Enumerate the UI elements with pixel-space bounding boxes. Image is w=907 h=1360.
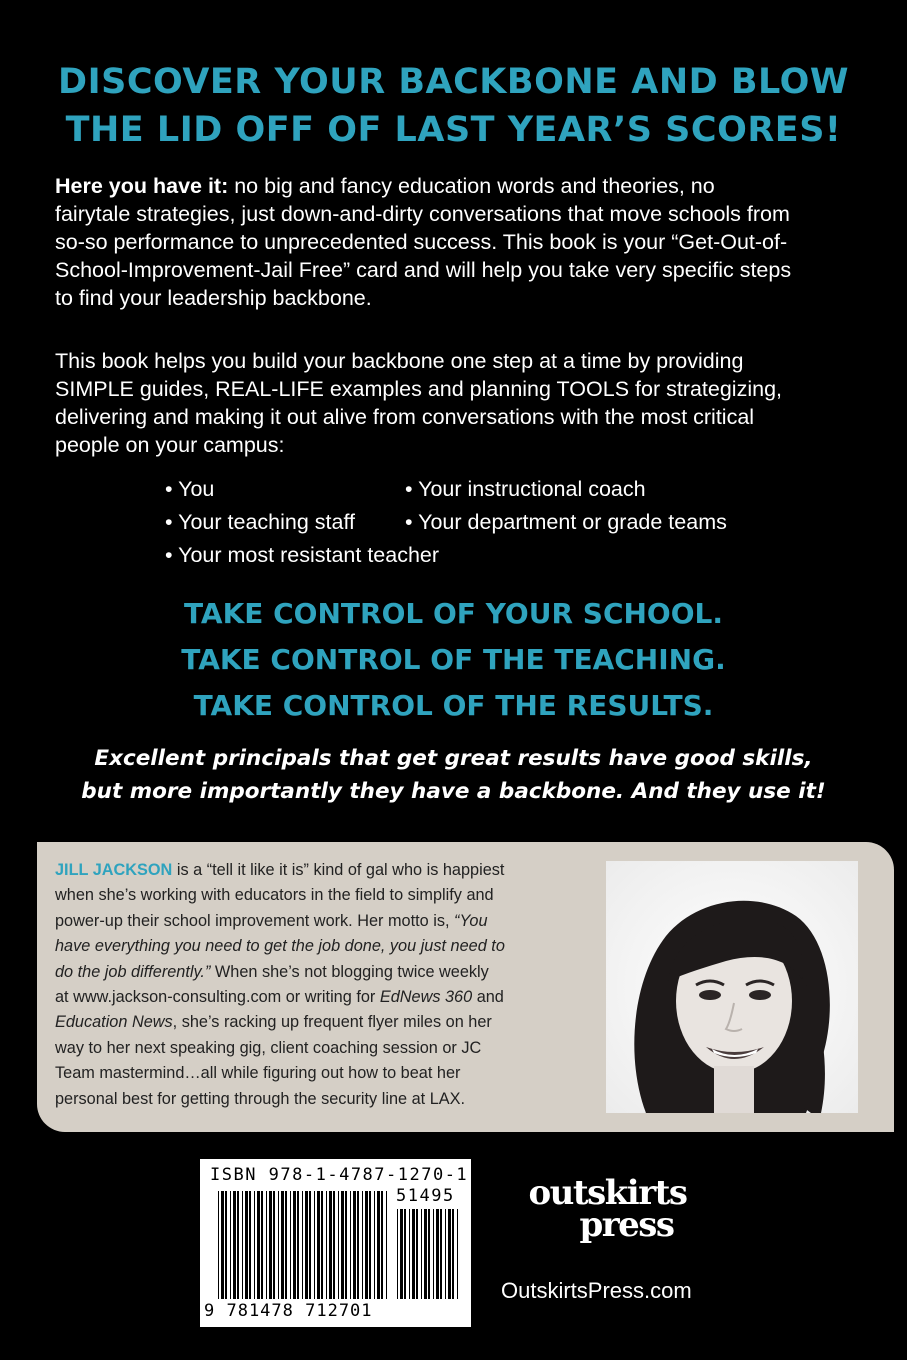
barcode-bar bbox=[448, 1209, 451, 1299]
body-line-3: delivering and making it out alive from conversations with the most critical bbox=[55, 405, 755, 429]
bio-motto-start: “You bbox=[454, 911, 488, 930]
barcode-bar bbox=[436, 1209, 439, 1299]
barcode-bar bbox=[377, 1191, 380, 1299]
publisher-logo bbox=[510, 1173, 705, 1245]
intro-lead: Here you have it: bbox=[55, 174, 229, 198]
barcode-bar bbox=[404, 1209, 406, 1299]
barcode-bar bbox=[281, 1191, 284, 1299]
barcode-bar bbox=[365, 1191, 368, 1299]
bio-line-9: Team mastermind…all while figuring out how to beat her bbox=[55, 1064, 461, 1083]
headline-line-1: DISCOVER YOUR BACKBONE AND BLOW bbox=[58, 62, 849, 102]
barcode-bar bbox=[374, 1191, 375, 1299]
barcode-bar bbox=[329, 1191, 332, 1299]
headline bbox=[0, 58, 907, 154]
barcode-bar bbox=[353, 1191, 356, 1299]
barcode-bar bbox=[278, 1191, 279, 1299]
barcode-bar bbox=[221, 1191, 224, 1299]
barcode-bar bbox=[412, 1209, 415, 1299]
bio-line-6: at www.jackson-consulting.com or writing for bbox=[55, 988, 380, 1007]
tagline-results: TAKE CONTROL OF THE RESULTS. bbox=[193, 689, 714, 722]
barcode-bar bbox=[341, 1191, 344, 1299]
barcode-bar bbox=[362, 1191, 363, 1299]
barcode-digits: 9 781478 712701 bbox=[204, 1301, 373, 1321]
body-line-1: This book helps you build your backbone one step at a time by providing bbox=[55, 349, 744, 373]
bullet-teaching-staff: • Your teaching staff bbox=[165, 510, 356, 534]
barcode-bar bbox=[309, 1191, 311, 1299]
barcode-bar bbox=[249, 1191, 251, 1299]
bio-line-8: way to her next speaking gig, client coaching session or JC bbox=[55, 1038, 482, 1057]
barcode-bar bbox=[369, 1191, 371, 1299]
barcode-bar bbox=[293, 1191, 296, 1299]
barcode-bar bbox=[424, 1209, 427, 1299]
barcode-bar bbox=[245, 1191, 248, 1299]
barcode-bar bbox=[230, 1191, 231, 1299]
bio-line-7: , she’s racking up frequent flyer miles on her bbox=[172, 1013, 492, 1032]
barcode-bar bbox=[233, 1191, 236, 1299]
barcode-bar bbox=[381, 1191, 383, 1299]
intro-paragraph bbox=[55, 172, 855, 312]
barcode-bar bbox=[421, 1209, 422, 1299]
bio-line-3: power-up their school improvement work. Her motto is, bbox=[55, 911, 455, 930]
quote-line-1: Excellent principals that get great results have good skills, bbox=[94, 746, 813, 771]
bio-motto: have everything you need to get the job done, you just need to bbox=[55, 937, 505, 956]
barcode-bar bbox=[237, 1191, 239, 1299]
barcode-bar bbox=[257, 1191, 260, 1299]
body-line-2: SIMPLE guides, REAL-LIFE examples and planning TOOLS for strategizing, bbox=[55, 377, 783, 401]
bio-line-10: personal best for getting through the security line at LAX. bbox=[55, 1089, 465, 1108]
body-paragraph bbox=[55, 347, 855, 459]
barcode-bar bbox=[266, 1191, 267, 1299]
barcode-bar bbox=[242, 1191, 243, 1299]
barcode-bar bbox=[321, 1191, 323, 1299]
barcode-bar bbox=[445, 1209, 446, 1299]
barcode-bar bbox=[416, 1209, 418, 1299]
barcode-bar bbox=[333, 1191, 335, 1299]
bio-motto-end: do the job differently.” bbox=[55, 962, 211, 981]
barcode-bar bbox=[350, 1191, 351, 1299]
headline-line-2: THE LID OFF OF LAST YEAR’S SCORES! bbox=[65, 110, 842, 150]
author-photo bbox=[606, 861, 858, 1113]
barcode-bar bbox=[269, 1191, 272, 1299]
barcode-bar bbox=[254, 1191, 255, 1299]
barcode-bar bbox=[457, 1209, 458, 1299]
barcode-bar bbox=[305, 1191, 308, 1299]
barcode-bar bbox=[290, 1191, 291, 1299]
barcode-bar bbox=[273, 1191, 275, 1299]
body-line-4: people on your campus: bbox=[55, 433, 285, 457]
barcode-bar bbox=[225, 1191, 227, 1299]
barcode-bar bbox=[302, 1191, 303, 1299]
barcode-bar bbox=[433, 1209, 434, 1299]
publisher-url: OutskirtsPress.com bbox=[501, 1278, 692, 1303]
barcode-bar bbox=[218, 1191, 219, 1299]
quote-line-2: but more importantly they have a backbone. And they use it! bbox=[81, 779, 826, 804]
barcode-bar bbox=[440, 1209, 442, 1299]
quote bbox=[0, 742, 907, 808]
barcode-bar bbox=[285, 1191, 287, 1299]
bullet-you: • You bbox=[165, 477, 215, 501]
barcode-bar bbox=[317, 1191, 320, 1299]
bullet-instructional-coach: • Your instructional coach bbox=[405, 477, 646, 501]
taglines bbox=[0, 591, 907, 729]
barcode-bar bbox=[428, 1209, 430, 1299]
barcode-bar bbox=[357, 1191, 359, 1299]
author-bio-box bbox=[37, 842, 894, 1132]
bullet-department-teams: • Your department or grade teams bbox=[405, 510, 727, 534]
bio-line-6-end: and bbox=[472, 988, 504, 1007]
barcode-bar bbox=[400, 1209, 403, 1299]
barcode-bar bbox=[397, 1209, 398, 1299]
author-portrait-illustration bbox=[606, 861, 858, 1113]
barcode-bar bbox=[297, 1191, 299, 1299]
barcode-bar bbox=[409, 1209, 410, 1299]
barcode-bar bbox=[261, 1191, 263, 1299]
bullet-resistant-teacher: • Your most resistant teacher bbox=[165, 543, 440, 567]
barcode-bar bbox=[314, 1191, 315, 1299]
bio-line-5: When she’s not blogging twice weekly bbox=[210, 962, 489, 981]
price-code: 51495 bbox=[396, 1186, 455, 1206]
barcode-bar bbox=[452, 1209, 454, 1299]
isbn-text: ISBN 978-1-4787-1270-1 bbox=[210, 1165, 469, 1185]
intro-line-5: to find your leadership backbone. bbox=[55, 286, 372, 310]
barcode-bar bbox=[326, 1191, 327, 1299]
intro-line-4: School-Improvement-Jail Free” card and will help you take very specific steps bbox=[55, 258, 792, 282]
publisher-logo-line-2: press bbox=[579, 1205, 674, 1245]
tagline-teaching: TAKE CONTROL OF THE TEACHING. bbox=[181, 643, 726, 676]
barcode-box bbox=[200, 1159, 471, 1327]
bio-line-2: when she’s working with educators in the field to simplify and bbox=[55, 886, 494, 905]
publisher-logo-line-1: outskirts bbox=[528, 1173, 687, 1213]
author-bio bbox=[55, 858, 595, 1112]
intro-line-2: fairytale strategies, just down-and-dirty conversations that move schools from bbox=[55, 202, 790, 226]
intro-line-3: so-so performance to unprecedented success. This book is your “Get-Out-of- bbox=[55, 230, 788, 254]
barcode-bar bbox=[386, 1191, 387, 1299]
tagline-school: TAKE CONTROL OF YOUR SCHOOL. bbox=[183, 597, 724, 630]
author-name: JILL JACKSON bbox=[55, 861, 173, 879]
bio-line-1: is a “tell it like it is” kind of gal who is happiest bbox=[172, 861, 505, 879]
bio-ednews: EdNews 360 bbox=[379, 988, 473, 1007]
barcode-bar bbox=[338, 1191, 339, 1299]
barcode-bar bbox=[345, 1191, 347, 1299]
intro-line-1: no big and fancy education words and theories, no bbox=[228, 174, 715, 198]
bio-education-news: Education News bbox=[55, 1013, 173, 1032]
